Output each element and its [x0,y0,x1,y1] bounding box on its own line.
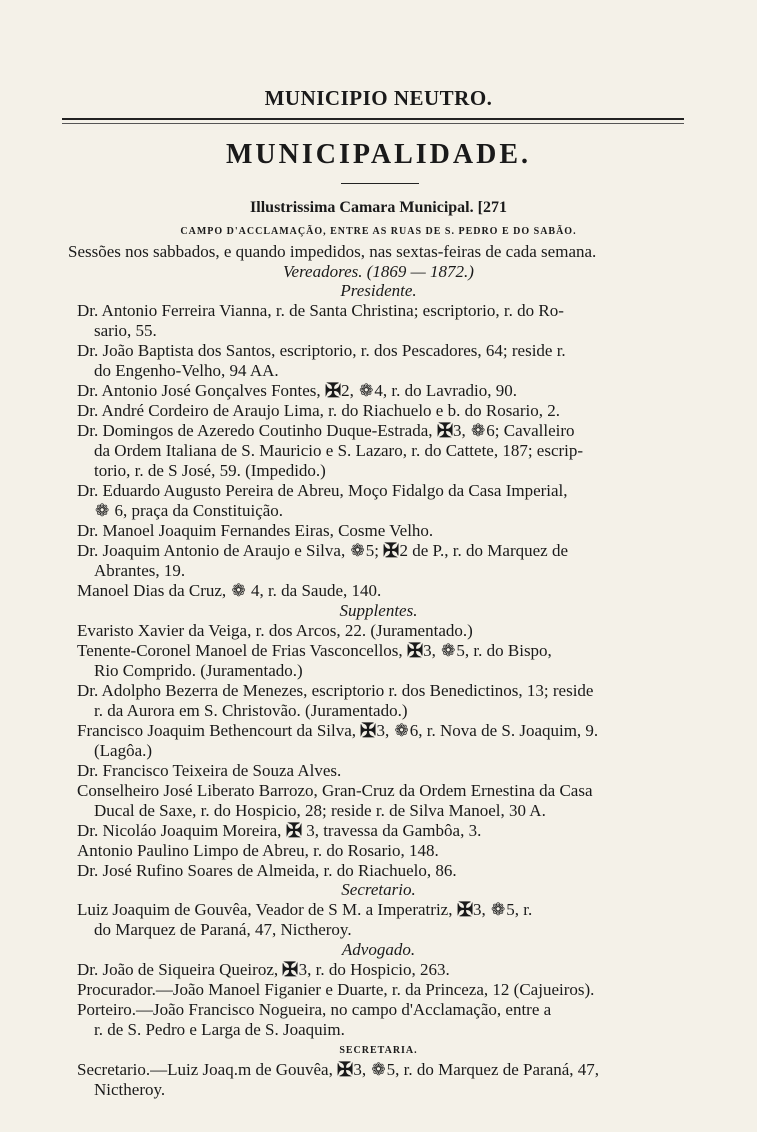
entry-line: Conselheiro José Liberato Barrozo, Gran-Cruz da Ordem Ernestina da Casa [77,781,593,800]
entry-line: Dr. Antonio José Gonçalves Fontes, ✠2, ❁4, r. do Lavradio, 90. [77,379,517,402]
entry-line: Secretario.—Luiz Joaq.m de Gouvêa, ✠3, ❁5, r. do Marquez de Paraná, 47, [77,1058,600,1081]
entry-line: Ducal de Saxe, r. do Hospicio, 28; reside r. de Silva Manoel, 30 A. [94,801,546,820]
entry-line: Abrantes, 19. [94,561,186,580]
cross-icon: ✠ [324,379,342,402]
subheading-presidente: Presidente. [340,281,417,300]
cross-icon: ✠ [337,1058,354,1081]
entry-line: do Marquez de Paraná, 47, Nictheroy. [94,920,352,939]
cross-icon: ✠ [282,958,299,981]
entry-line: Procurador.—João Manoel Figanier e Duarte, r. da Princeza, 12 (Cajueiros). [77,980,595,999]
cross-icon: ✠ [436,419,454,442]
entry-line: Dr. Antonio Ferreira Vianna, r. de Santa Christina; escriptorio, r. do Ro- [77,301,564,320]
institution-title: MUNICIPALIDADE. [225,139,532,170]
entry-line: Manoel Dias da Cruz, ❁ 4, r. da Saude, 140. [77,581,382,600]
rose-icon: ❁ [471,421,486,440]
double-rule-lower [62,123,684,124]
entry-line: (Lagôa.) [94,741,153,760]
entry-line: r. da Aurora em S. Christovão. (Juramentado.) [94,701,408,720]
chamber-address: CAMPO D'ACCLAMAÇÃO, ENTRE AS RUAS DE S. PEDRO E DO SABÃO. [180,226,577,237]
section-title: MUNICIPIO NEUTRO. [264,86,493,110]
entry-line: Nictheroy. [94,1080,166,1099]
entry-line: Luiz Joaquim de Gouvêa, Veador de S M. a Imperatriz, ✠3, ❁5, r. [77,898,533,921]
entry-line: Dr. Eduardo Augusto Pereira de Abreu, Moço Fidalgo da Casa Imperial, [77,481,568,500]
rose-icon: ❁ [371,1060,386,1079]
entry-line: Dr. Joaquim Antonio de Araujo e Silva, ❁5; ✠2 de P., r. do Marquez de [77,539,568,562]
entry-line: sario, 55. [94,321,157,340]
subheading-advogado: Advogado. [341,940,416,959]
rose-icon: ❁ [350,541,365,560]
subheading-supplentes: Supplentes. [339,601,418,620]
entry-line: Tenente-Coronel Manoel de Frias Vasconcellos, ✠3, ❁5, r. do Bispo, [77,639,552,662]
chamber-title: Illustrissima Camara Municipal. [271 [250,199,507,216]
cross-icon: ✠ [456,898,474,921]
rose-icon: ❁ [490,900,506,919]
entry-line: r. de S. Pedro e Larga de S. Joaquim. [94,1020,345,1039]
entry-line: Dr. João Baptista dos Santos, escriptorio, r. dos Pescadores, 64; reside r. [77,341,566,360]
entry-line: Dr. Domingos de Azeredo Coutinho Duque-Estrada, ✠3, ❁6; Cavalleiro [77,419,575,442]
entry-line: ❁ 6, praça da Constituição. [95,501,284,520]
cross-icon: ✠ [360,719,377,742]
entry-line: Dr. Adolpho Bezerra de Menezes, escriptorio r. dos Benedictinos, 13; reside [77,681,594,700]
subheading-secretario: Secretario. [341,880,416,899]
term-heading: Vereadores. (1869 — 1872.) [283,262,474,281]
entry-line: Dr. José Rufino Soares de Almeida, r. do Riachuelo, 86. [77,861,457,880]
rose-icon: ❁ [394,721,409,740]
rose-icon: ❁ [95,501,110,520]
entry-line: do Engenho-Velho, 94 AA. [94,361,279,380]
short-rule [341,183,419,184]
entry-line: Evaristo Xavier da Veiga, r. dos Arcos, 22. (Juramentado.) [77,621,473,640]
entry-line: torio, r. de S José, 59. (Impedido.) [94,461,326,480]
rose-icon: ❁ [359,381,374,400]
entry-line: Dr. João de Siqueira Queiroz, ✠3, r. do Hospicio, 263. [77,958,450,981]
sessions-note: Sessões nos sabbados, e quando impedidos, nas sextas-feiras de cada semana. [68,242,597,261]
double-rule [62,118,684,120]
entry-line: Rio Comprido. (Juramentado.) [94,661,303,680]
entry-line: Dr. Manoel Joaquim Fernandes Eiras, Cosme Velho. [77,521,434,540]
entry-line: da Ordem Italiana de S. Mauricio e S. Lazaro, r. do Cattete, 187; escrip- [94,441,584,460]
cross-icon: ✠ [406,639,424,662]
subheading-secretaria: SECRETARIA. [339,1045,418,1056]
entry-line: Francisco Joaquim Bethencourt da Silva, ✠3, ❁6, r. Nova de S. Joaquim, 9. [77,719,599,742]
cross-icon: ✠ [383,539,400,562]
entry-line: Antonio Paulino Limpo de Abreu, r. do Rosario, 148. [77,841,439,860]
entry-line: Dr. Nicoláo Joaquim Moreira, ✠ 3, travessa da Gambôa, 3. [77,819,482,842]
entry-line: Dr. André Cordeiro de Araujo Lima, r. do Riachuelo e b. do Rosario, 2. [77,401,560,420]
rose-icon: ❁ [441,641,456,660]
rose-icon: ❁ [231,581,246,600]
entry-line: Dr. Francisco Teixeira de Souza Alves. [77,761,342,780]
cross-icon: ✠ [285,819,303,842]
entry-line: Porteiro.—João Francisco Nogueira, no campo d'Acclamação, entre a [77,1000,552,1019]
